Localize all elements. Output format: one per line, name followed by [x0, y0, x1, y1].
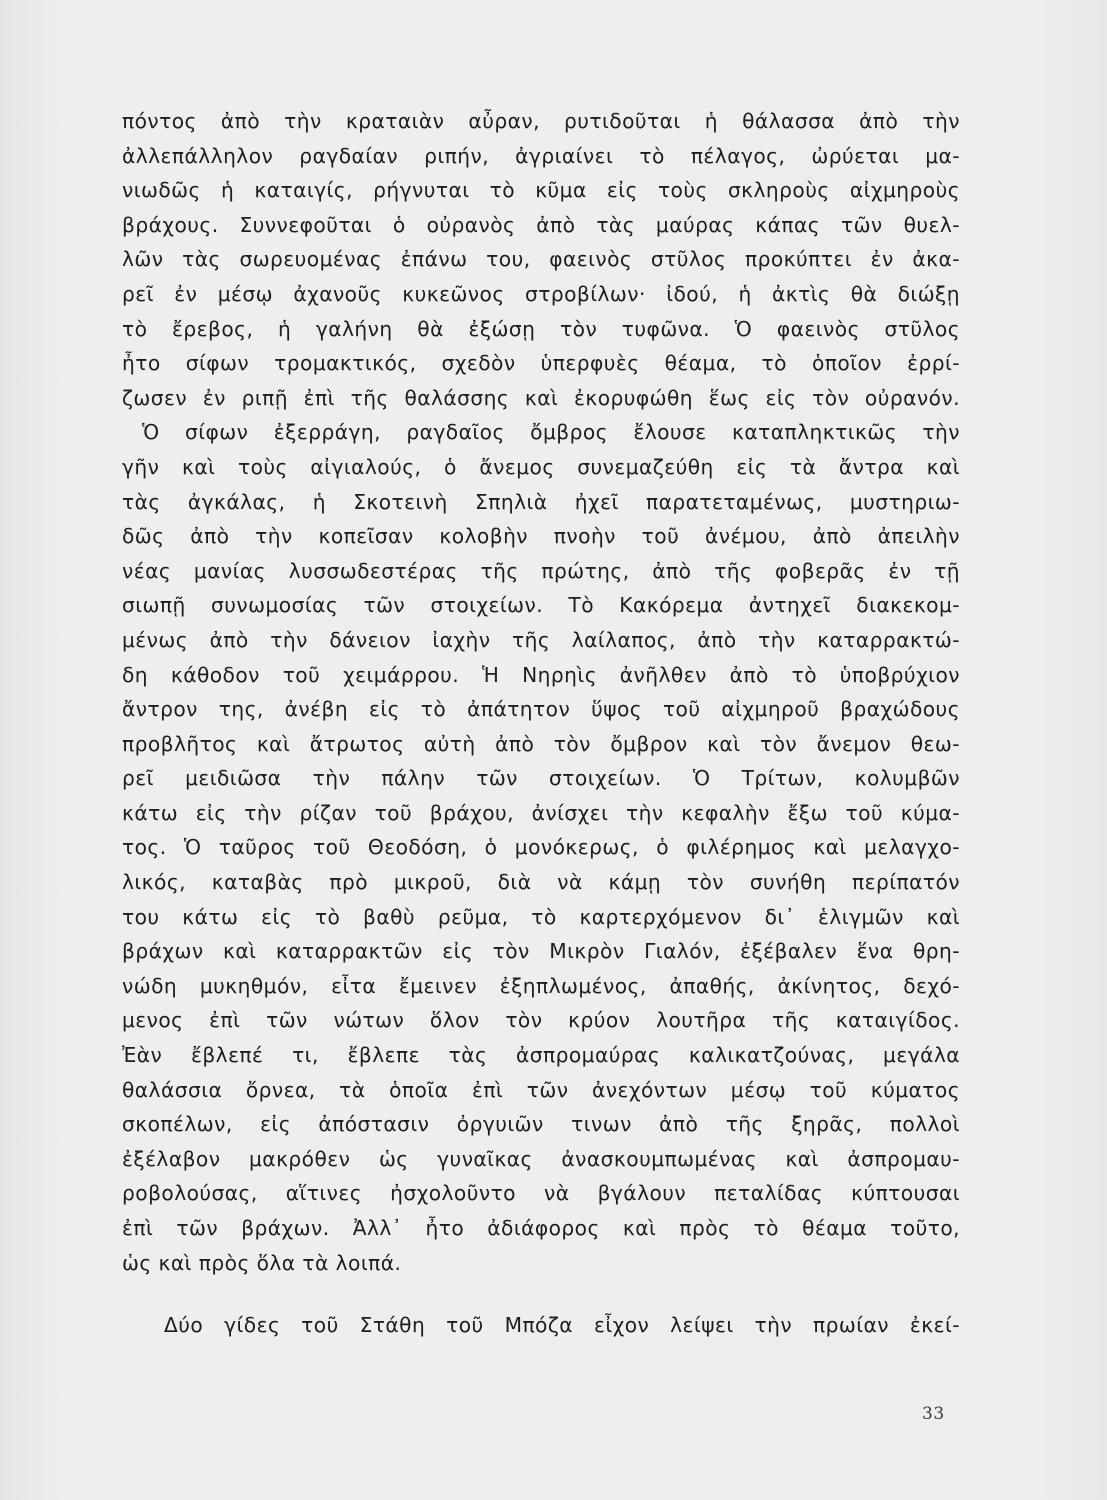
text-line: ζωσεν ἐν ριπῇ ἐπὶ τῆς θαλάσσης καὶ ἐκορυφώθη ἕως εἰς τὸν οὐρανόν.	[122, 385, 960, 410]
text-line: ρεῖ ἐν μέσῳ ἀχανοῦς κυκεῶνος στροβίλων· ἰδού, ἡ ἀκτὶς θὰ διώξῃ	[122, 281, 960, 306]
text-line: τος. Ὁ ταῦρος τοῦ Θεοδόση, ὁ μονόκερως, ὁ φιλέρημος καὶ μελαγχο-	[122, 835, 960, 860]
page-number: 33	[922, 1404, 945, 1424]
text-line: ρεῖ μειδιῶσα τὴν πάλην τῶν στοιχείων. Ὁ Τρίτων, κολυμβῶν	[122, 766, 960, 791]
text-line: τὰς ἀγκάλας, ἡ Σκοτεινὴ Σπηλιὰ ἠχεῖ παρατεταμένως, μυστηριω-	[122, 489, 960, 514]
paragraph	[122, 104, 960, 1280]
text-line: ὡς καὶ πρὸς ὅλα τὰ λοιπά.	[122, 1250, 402, 1275]
text-line: βράχων καὶ καταρρακτῶν εἰς τὸν Μικρὸν Γιαλόν, ἐξέβαλεν ἕνα θρη-	[122, 939, 960, 964]
text-line: νιωδῶς ἡ καταιγίς, ρήγνυται τὸ κῦμα εἰς τοὺς σκληροὺς αἰχμηροὺς	[122, 178, 960, 203]
paragraph-spacer	[122, 1280, 960, 1308]
paragraph	[122, 1308, 960, 1343]
text-line: νώδη μυκηθμόν, εἶτα ἔμεινεν ἐξηπλωμένος, ἀπαθής, ἀκίνητος, δεχό-	[122, 973, 960, 998]
text-line: μενος ἐπὶ τῶν νώτων ὅλον τὸν κρύον λουτῆρα τῆς καταιγίδος.	[122, 1008, 960, 1033]
text-line: τὸ ἔρεβος, ἡ γαλήνη θὰ ἐξώσῃ τὸν τυφῶνα. Ὁ φαεινὸς στῦλος	[122, 316, 960, 341]
text-line: ἐπὶ τῶν βράχων. Ἀλλ᾽ ἦτο ἀδιάφορος καὶ πρὸς τὸ θέαμα τοῦτο,	[122, 1216, 960, 1240]
text-line: ἄντρον της, ἀνέβη εἰς τὸ ἀπάτητον ὕψος τοῦ αἰχμηροῦ βραχώδους	[122, 697, 960, 722]
text-line: ἦτο σίφων τρομακτικός, σχεδὸν ὑπερφυὲς θέαμα, τὸ ὁποῖον ἐρρί-	[122, 351, 960, 376]
text-line: Δύο γίδες τοῦ Στάθη τοῦ Μπόζα εἶχον λείψει τὴν πρωίαν ἐκεί-	[164, 1313, 960, 1338]
text-line: λῶν τὰς σωρευομένας ἐπάνω του, φαεινὸς στῦλος προκύπτει ἐν ἀκα-	[122, 247, 960, 272]
text-line: λικός, καταβὰς πρὸ μικροῦ, διὰ νὰ κάμῃ τὸν συνήθη περίπατόν	[122, 870, 960, 895]
text-line: ἐξέλαβον μακρόθεν ὡς γυναῖκας ἀνασκουμπωμένας καὶ ἀσπρομαυ-	[122, 1146, 960, 1171]
text-line: ροβολούσας, αἵτινες ἠσχολοῦντο νὰ βγάλουν πεταλίδας κύπτουσαι	[122, 1181, 960, 1206]
text-line: κάτω εἰς τὴν ρίζαν τοῦ βράχου, ἀνίσχει τὴν κεφαλὴν ἔξω τοῦ κύμα-	[122, 800, 960, 825]
body-text	[122, 104, 960, 1343]
text-line: πόντος ἀπὸ τὴν κραταιὰν αὖραν, ρυτιδοῦται ἡ θάλασσα ἀπὸ τὴν	[122, 109, 960, 133]
text-line: σκοπέλων, εἰς ἀπόστασιν ὀργυιῶν τινων ἀπὸ τῆς ξηρᾶς, πολλοὶ	[122, 1112, 960, 1137]
text-line: μένως ἀπὸ τὴν δάνειον ἰαχὴν τῆς λαίλαπος, ἀπὸ τὴν καταρρακτώ-	[122, 627, 960, 652]
text-line: Ἐὰν ἔβλεπέ τι, ἔβλεπε τὰς ἀσπρομαύρας καλικατζούνας, μεγάλα	[122, 1043, 960, 1068]
text-line: ἀλλεπάλληλον ραγδαίαν ριπήν, ἀγριαίνει τὸ πέλαγος, ὠρύεται μα-	[122, 143, 960, 168]
text-line: δῶς ἀπὸ τὴν κοπεῖσαν κολοβὴν πνοὴν τοῦ ἀνέμου, ἀπὸ ἀπειλὴν	[122, 524, 960, 549]
text-line: γῆν καὶ τοὺς αἰγιαλούς, ὁ ἄνεμος συνεμαζεύθη εἰς τὰ ἄντρα καὶ	[122, 454, 960, 479]
text-line: σιωπῇ συνωμοσίας τῶν στοιχείων. Τὸ Κακόρεμα ἀντηχεῖ διακεκομ-	[122, 593, 960, 618]
text-line: προβλῆτος καὶ ἄτρωτος αὐτὴ ἀπὸ τὸν ὄμβρον καὶ τὸν ἄνεμον θεω-	[122, 731, 960, 756]
text-line: νέας μανίας λυσσωδεστέρας τῆς πρώτης, ἀπὸ τῆς φοβερᾶς ἐν τῇ	[122, 558, 960, 583]
text-line: βράχους. Συννεφοῦται ὁ οὐρανὸς ἀπὸ τὰς μαύρας κάπας τῶν θυελ-	[122, 212, 960, 237]
text-line: δη κάθοδον τοῦ χειμάρρου. Ἡ Νηρηὶς ἀνῆλθεν ἀπὸ τὸ ὑποβρύχιον	[122, 662, 960, 687]
text-line: θαλάσσια ὄρνεα, τὰ ὁποῖα ἐπὶ τῶν ἀνεχόντων μέσῳ τοῦ κύματος	[122, 1077, 960, 1102]
text-line: Ὁ σίφων ἐξερράγη, ραγδαῖος ὄμβρος ἔλουσε καταπληκτικῶς τὴν	[142, 420, 960, 445]
text-line: του κάτω εἰς τὸ βαθὺ ρεῦμα, τὸ καρτερχόμενον δι᾽ ἑλιγμῶν καὶ	[122, 904, 960, 929]
